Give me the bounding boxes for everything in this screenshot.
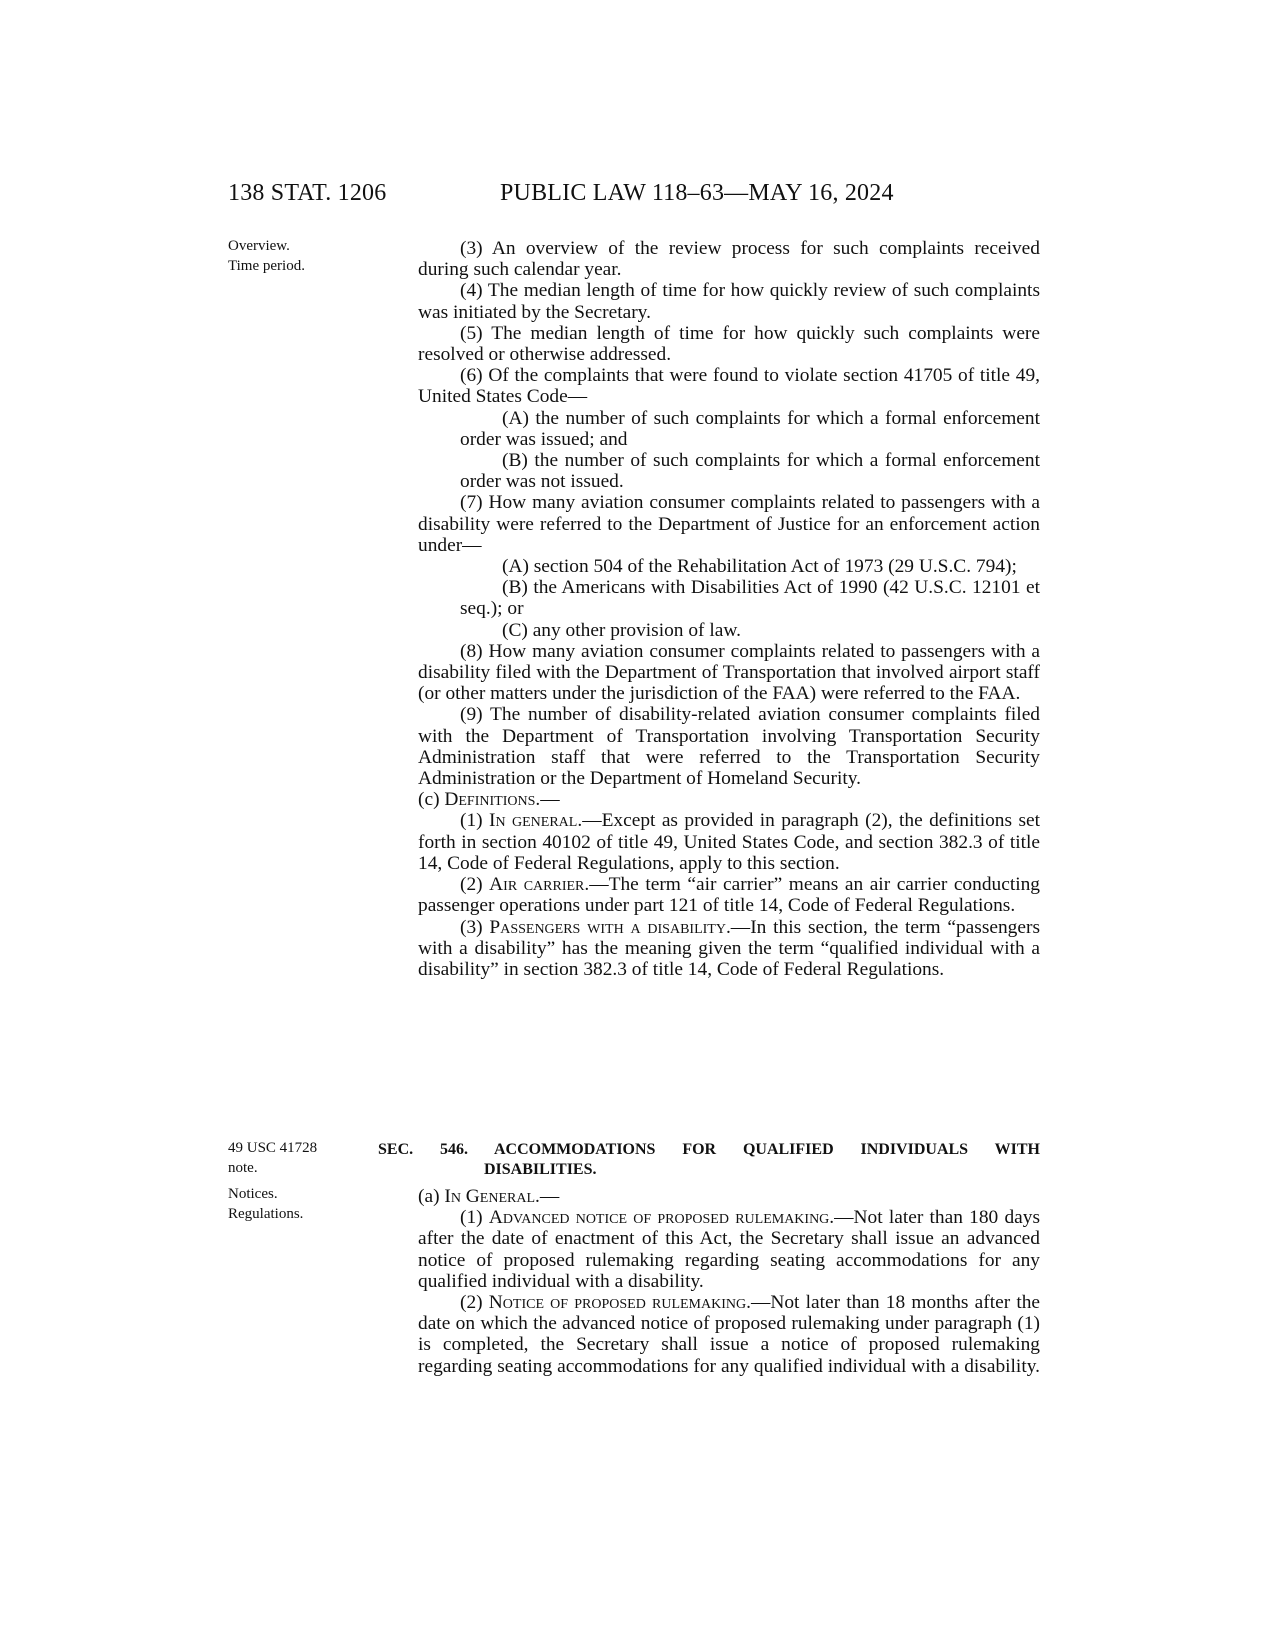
margin-note-line: Notices. [228, 1186, 278, 1202]
definition-number: (1) [460, 810, 490, 832]
margin-note-line: Time period. [228, 258, 305, 274]
paragraph-5: (5) The median length of time for how quickly such complaints were resolved or otherwise addressed. [418, 322, 1040, 366]
subsection-label: (c) [418, 789, 445, 811]
paragraph-6: (6) Of the complaints that were found to violate section 41705 of title 49, United States Code— [418, 365, 1040, 408]
paragraph-a2 [418, 1292, 1040, 1377]
paragraph-heading: Advanced notice of proposed rulemaking [488, 1207, 830, 1229]
section-546-text [418, 1186, 1040, 1377]
subsection-c-heading [418, 789, 1040, 810]
paragraph-text: .—Not later than 180 days after the date of enactment of this Act, the Secretary shall issue an advanced notice of proposed rulemaking regarding seating accommodations for any qualified individual with a disability. [418, 1207, 1040, 1292]
paragraph-3: (3) An overview of the review process for such complaints received during such calendar year. [418, 238, 1040, 281]
paragraph-heading: Notice of proposed rulemaking [488, 1292, 747, 1314]
margin-note-usc [228, 1138, 317, 1178]
margin-note-line: 49 USC 41728 [228, 1140, 318, 1156]
paragraph-a1 [418, 1207, 1040, 1292]
paragraph-7: (7) How many aviation consumer complaints related to passengers with a disability were referred to the Department of Justice for an enforcement action under— [418, 492, 1040, 556]
definition-number: (3) [460, 916, 490, 938]
definition-1 [418, 810, 1040, 874]
margin-note-line: Regulations. [228, 1206, 304, 1222]
margin-note-line: note. [228, 1160, 258, 1176]
definition-text: .—The term “air carrier” means an air carrier conducting passenger operations under part 121 of title 14, Code of Federal Regulations. [418, 874, 1040, 917]
section-546-title [378, 1140, 1040, 1180]
subparagraph-7B: (B) the Americans with Disabilities Act of 1990 (42 U.S.C. 12101 et seq.); or [460, 577, 1040, 620]
heading-dash: .— [535, 1186, 560, 1207]
main-text-block [418, 238, 1040, 980]
subsection-heading: In General [444, 1186, 536, 1207]
paragraph-number: (2) [460, 1292, 489, 1314]
statute-page-number: 138 STAT. 1206 [228, 180, 387, 206]
definition-2 [418, 874, 1040, 916]
definition-3 [418, 917, 1040, 981]
page-header [0, 180, 1275, 220]
heading-dash: .— [535, 789, 560, 811]
section-title-line-1: SEC. 546. ACCOMMODATIONS FOR QUALIFIED INDIVIDUALS WITH [378, 1141, 1040, 1158]
paragraph-8: (8) How many aviation consumer complaints related to passengers with a disability filed with the Department of Transportation that involved airport staff (or other matters under the jurisdiction of the FAA) were referred to the FAA. [418, 640, 1040, 705]
margin-note-notices [228, 1184, 303, 1224]
definition-text: .—In this section, the term “passengers with a disability” has the meaning given the term “qualified individual with a disability” in section 382.3 of title 14, Code of Federal Regulations. [418, 916, 1040, 980]
subparagraph-6A: (A) the number of such complaints for which a formal enforcement order was issued; and [460, 407, 1040, 450]
section-title-line-2: DISABILITIES. [484, 1161, 597, 1178]
definition-number: (2) [460, 874, 490, 896]
margin-note-overview [228, 236, 305, 276]
subparagraph-6B: (B) the number of such complaints for which a formal enforcement order was not issued. [460, 450, 1040, 493]
subsection-label: (a) [418, 1186, 445, 1207]
definition-heading: In general [489, 810, 578, 832]
definition-heading: Passengers with a disability [489, 916, 726, 938]
definition-heading: Air carrier [489, 874, 585, 896]
subparagraph-7A: (A) section 504 of the Rehabilitation Act of 1973 (29 U.S.C. 794); [502, 556, 1017, 578]
subparagraph-7C: (C) any other provision of law. [502, 619, 741, 641]
subsection-a-heading [418, 1186, 1040, 1207]
public-law-title: PUBLIC LAW 118–63—MAY 16, 2024 [500, 180, 894, 206]
paragraph-4: (4) The median length of time for how quickly review of such complaints was initiated by the Secretary. [418, 280, 1040, 323]
paragraph-number: (1) [460, 1207, 489, 1229]
paragraph-9: (9) The number of disability-related aviation consumer complaints filed with the Department of Transportation involving Transportation Security Administration staff that were referred to the Transportation Security Administration or the Department of Homeland Security. [418, 704, 1040, 790]
definition-text: .—Except as provided in paragraph (2), the definitions set forth in section 40102 of title 49, United States Code, and section 382.3 of title 14, Code of Federal Regulations, apply to this section. [418, 810, 1040, 874]
paragraph-text: .—Not later than 18 months after the date on which the advanced notice of proposed rulemaking under paragraph (1) is completed, the Secretary shall issue a notice of proposed rulemaking regarding seating accommodations for any qualified individual with a disability. [418, 1292, 1041, 1377]
margin-note-line: Overview. [228, 238, 290, 254]
subsection-heading: Definitions [444, 789, 536, 811]
